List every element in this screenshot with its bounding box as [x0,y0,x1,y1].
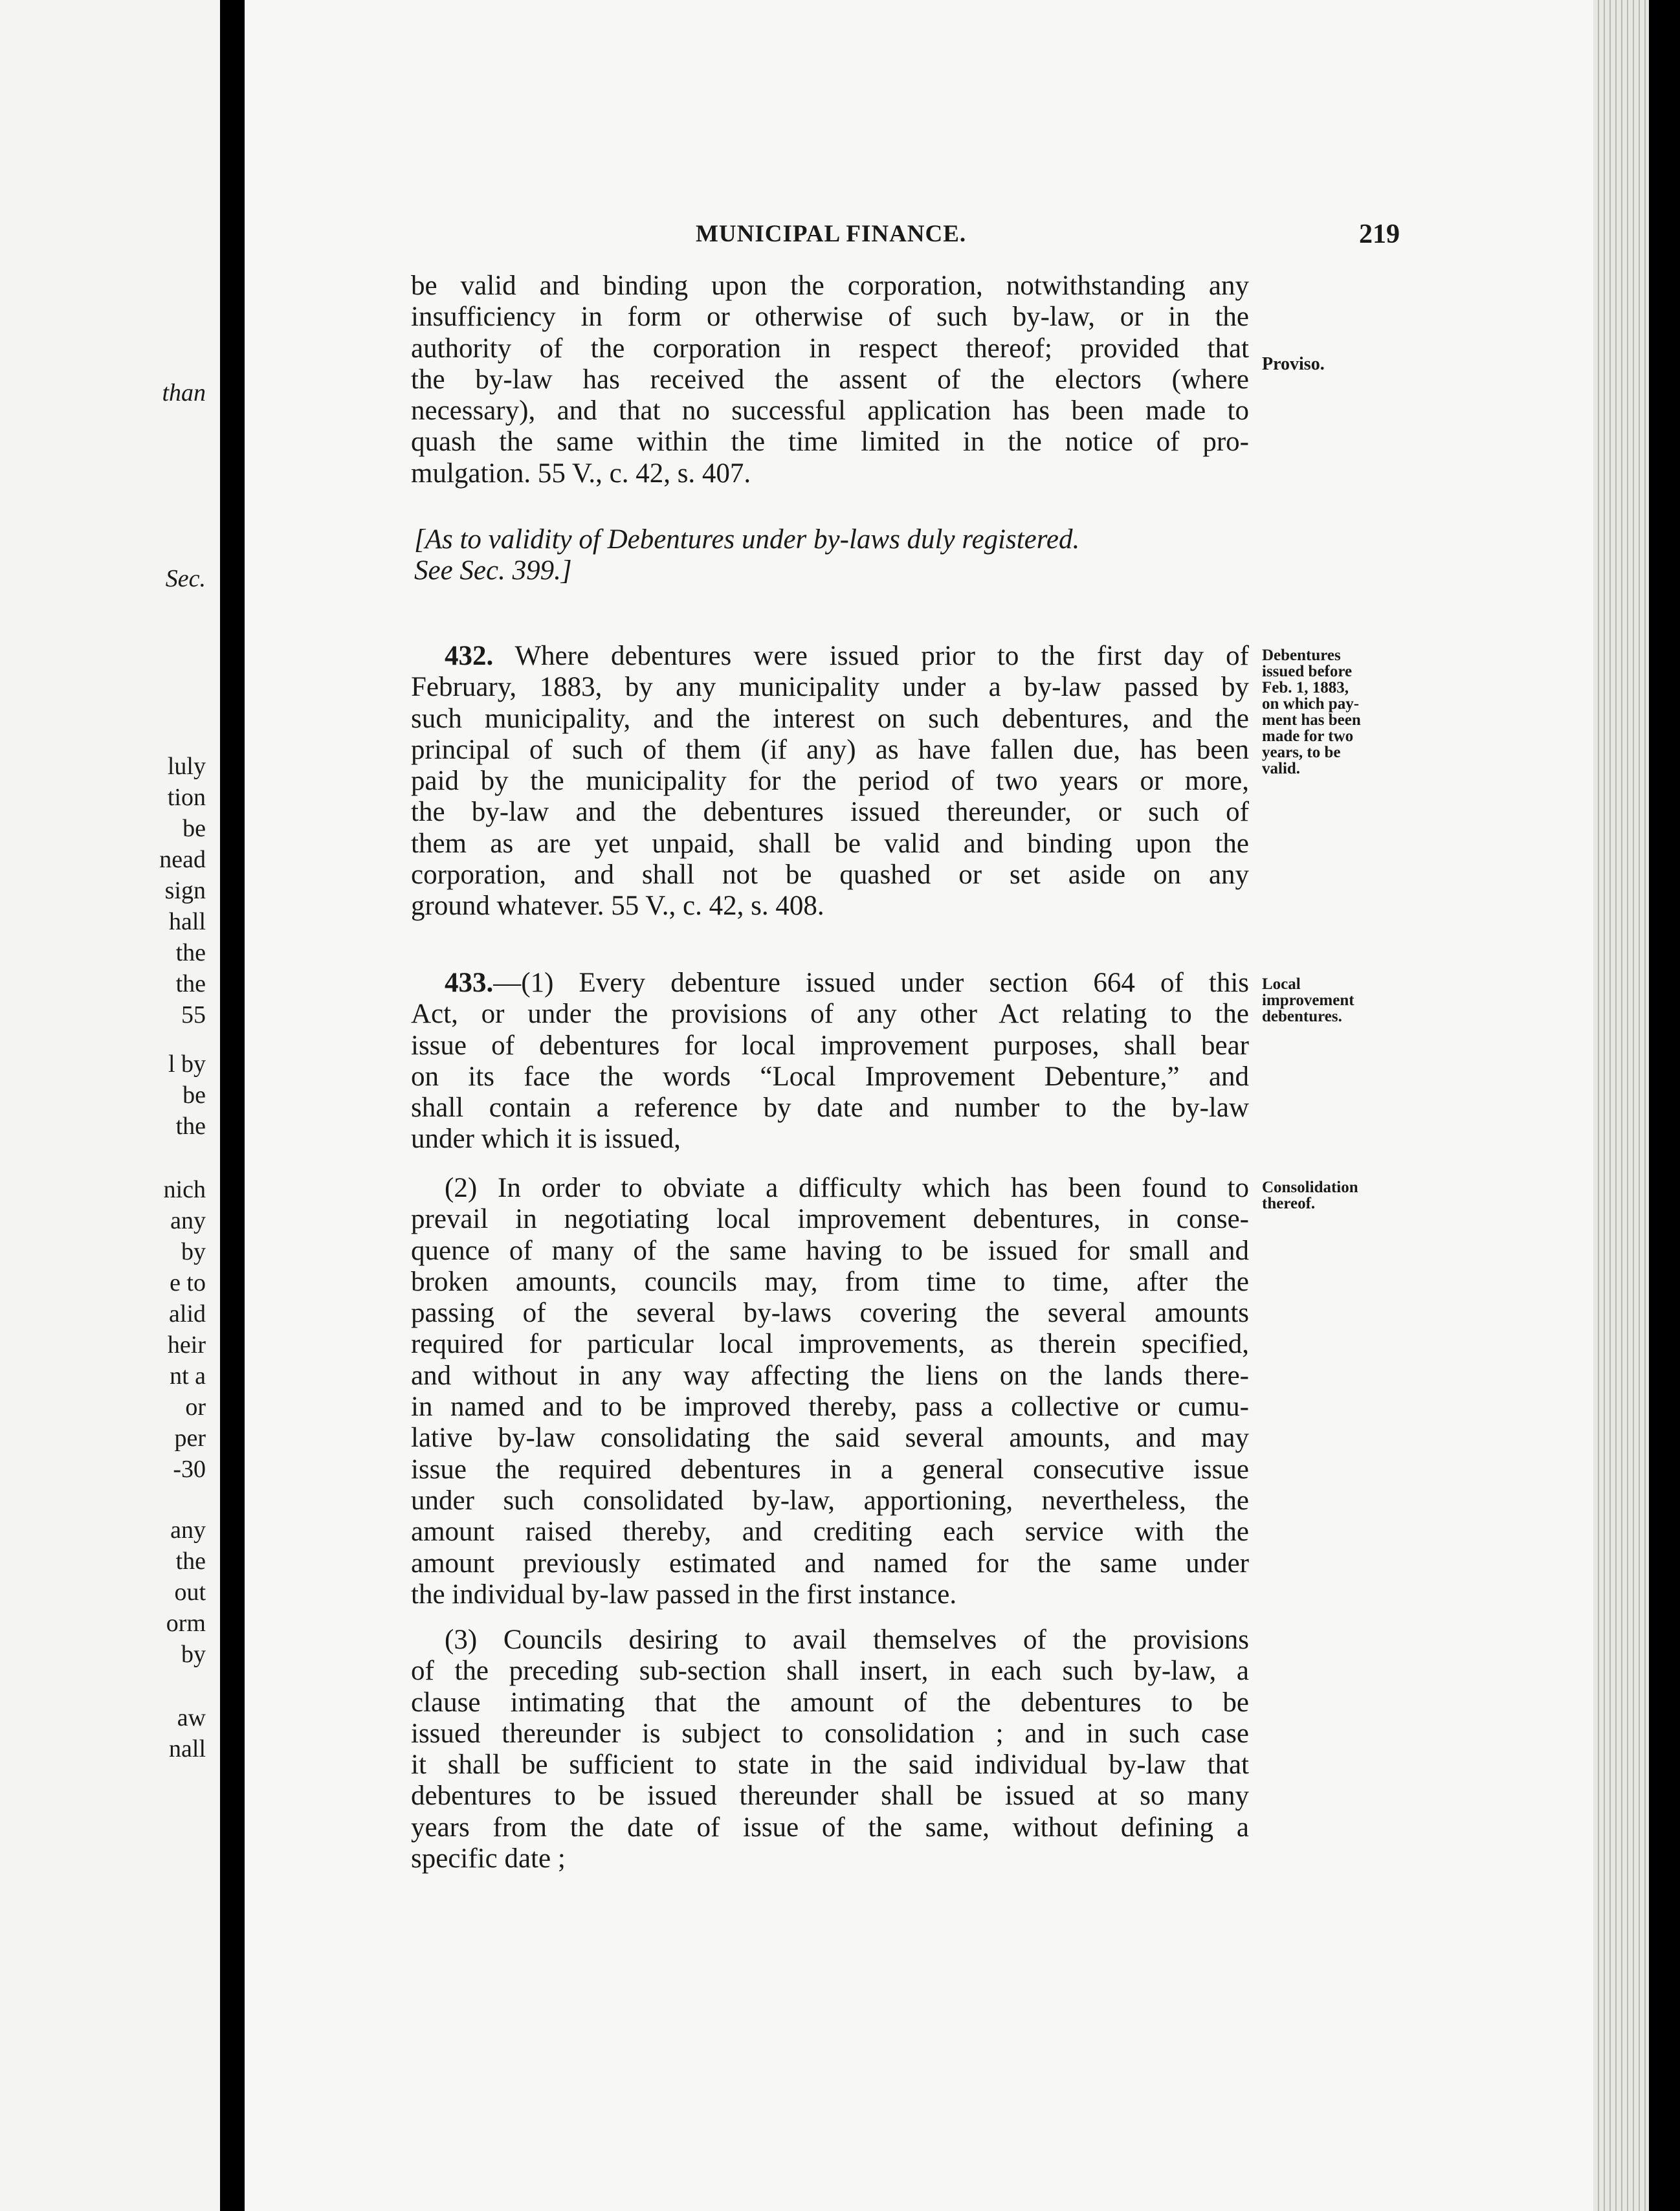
text-line: the by-law and the debentures issued thereunder, or such of [411,797,1249,828]
text-line: years from the date of issue of the same, without defining a [411,1812,1249,1843]
margin-note-line: made for two [1262,728,1354,745]
margin-note-line: Debentures [1262,647,1341,664]
left-fragment: l by [168,1050,206,1078]
left-fragment: 55 [181,1001,206,1028]
margin-note-line: years, to be [1262,744,1341,761]
left-fragment: or [185,1394,206,1421]
text-line: broken amounts, councils may, from time to time, after the [411,1266,1249,1297]
margin-note-line: on which pay- [1262,695,1360,713]
text-line [411,968,1249,999]
margin-note-line: Local [1262,975,1301,993]
text-line: quash the same within the time limited in the notice of pro- [411,427,1249,458]
section-432 [411,641,1249,922]
left-fragment: the [175,970,206,997]
left-fragment: be [182,1082,206,1109]
validity-note [414,524,1252,587]
left-fragment: hall [169,908,206,935]
text-line: amount raised thereby, and crediting each service with the [411,1517,1249,1548]
text-line: mulgation. 55 V., c. 42, s. 407. [411,458,751,489]
margin-note-line: debentures. [1262,1008,1342,1025]
text-line: See Sec. 399.] [414,555,572,586]
continuation-paragraph [411,271,1249,489]
text-line: specific date ; [411,1843,566,1874]
text-line: authority of the corporation in respect thereof; provided that [411,333,1249,364]
text-line: February, 1883, by any municipality under a by-law passed by [411,672,1249,703]
left-fragment: by [181,1641,206,1668]
left-fragment: nt a [170,1362,206,1390]
left-fragment: luly [167,753,206,780]
margin-note-line: thereof. [1262,1195,1316,1212]
text-line: corporation, and shall not be quashed or set aside on any [411,860,1249,891]
margin-note-local [1262,976,1411,1025]
margin-note-debentures [1262,647,1411,777]
page-number: 219 [1359,219,1400,249]
margin-note-line: valid. [1262,760,1301,777]
left-fragment: per [174,1425,206,1452]
text-line: issue of debentures for local improvement purposes, shall bear [411,1030,1249,1061]
text-line: paid by the municipality for the period of two years or more, [411,766,1249,797]
text-line: such municipality, and the interest on such debentures, and the [411,703,1249,734]
text-line: issue the required debentures in a general consecutive issue [411,1454,1249,1485]
left-fragment: -30 [173,1456,206,1483]
text-line: prevail in negotiating local improvement debentures, in conse- [411,1204,1249,1235]
text-line: be valid and binding upon the corporation, notwithstanding any [411,271,1249,301]
left-fragment: the [175,1113,206,1140]
section-number: 432. [445,641,494,671]
left-fragment: aw [177,1704,206,1731]
section-433-sub3 [411,1625,1249,1874]
text-line: the by-law has received the assent of the electors (where [411,364,1249,395]
left-fragment: than [162,379,206,406]
margin-note-line: ment has been [1262,711,1361,729]
left-fragment: out [174,1579,206,1606]
text-line: clause intimating that the amount of the debentures to be [411,1687,1249,1718]
text-line: in named and to be improved thereby, pass a collective or cumu- [411,1392,1249,1423]
section-text: Where debentures were issued prior to the first day of [514,641,1249,671]
margin-note-consolidation [1262,1179,1411,1212]
text-line: on its face the words “Local Improvement Debenture,” and [411,1061,1249,1092]
left-fragment: by [181,1238,206,1265]
left-fragment: nead [159,846,206,873]
left-fragment: nall [169,1735,206,1762]
left-fragment: any [170,1517,206,1544]
text-line [411,641,1249,672]
running-head: MUNICIPAL FINANCE. [696,221,967,247]
text-line: and without in any way affecting the liens on the lands there- [411,1360,1249,1391]
text-line: of the preceding sub-section shall insert, in each such by-law, a [411,1656,1249,1687]
margin-note-line: issued before [1262,663,1353,680]
left-fragment: heir [167,1331,206,1359]
text-line: them as are yet unpaid, shall be valid and binding upon the [411,828,1249,859]
text-line: issued thereunder is subject to consolidation ; and in such case [411,1718,1249,1749]
text-line: the individual by-law passed in the first instance. [411,1579,957,1610]
left-fragment: the [175,1548,206,1575]
text-line: under such consolidated by-law, apportioning, nevertheless, the [411,1485,1249,1516]
text-line: insufficiency in form or otherwise of such by-law, or in the [411,302,1249,333]
left-fragment: sign [164,877,206,904]
left-fragment: orm [166,1610,206,1637]
text-line: shall contain a reference by date and number to the by-law [411,1093,1249,1124]
text-line: (2) In order to obviate a difficulty which has been found to [445,1173,1249,1203]
section-text: —(1) Every debenture issued under section 664 of this [493,968,1249,998]
text-line: Act, or under the provisions of any other Act relating to the [411,999,1249,1030]
margin-note-line: Feb. 1, 1883, [1262,679,1349,696]
text-line: necessary), and that no successful application has been made to [411,395,1249,427]
left-fragment: the [175,939,206,966]
margin-note-proviso [1262,356,1411,372]
left-fragment: alid [169,1300,206,1328]
margin-note-line: Consolidation [1262,1179,1358,1196]
left-fragment: nich [163,1176,206,1203]
left-fragment: tion [167,784,206,811]
section-433-sub1 [411,968,1249,1155]
text-line: quence of many of the same having to be issued for small and [411,1235,1249,1266]
text-line: required for particular local improvements, as therein specified, [411,1329,1249,1360]
text-line: passing of the several by-laws covering the several amounts [411,1298,1249,1329]
left-fragment: e to [170,1269,206,1296]
text-line: debentures to be issued thereunder shall be issued at so many [411,1781,1249,1812]
text-line: (3) Councils desiring to avail themselves of the provisions [445,1625,1249,1655]
left-fragment: be [182,815,206,842]
text-line: lative by-law consolidating the said several amounts, and may [411,1423,1249,1454]
text-line: [As to validity of Debentures under by-laws duly registered. [414,524,1080,555]
margin-note-line: Proviso. [1262,354,1325,374]
text-line: ground whatever. 55 V., c. 42, s. 408. [411,891,824,922]
left-fragment: any [170,1207,206,1234]
left-facing-page [0,0,220,2211]
text-line: under which it is issued, [411,1124,681,1155]
text-line: amount previously estimated and named for the same under [411,1548,1249,1579]
text-line: it shall be sufficient to state in the said individual by-law that [411,1750,1249,1781]
page-edges [1593,0,1649,2211]
margin-note-line: improvement [1262,992,1354,1009]
section-433-sub2 [411,1173,1249,1610]
text-line: principal of such of them (if any) as have fallen due, has been [411,734,1249,765]
left-fragment: Sec. [165,565,206,592]
section-number: 433. [445,968,494,998]
